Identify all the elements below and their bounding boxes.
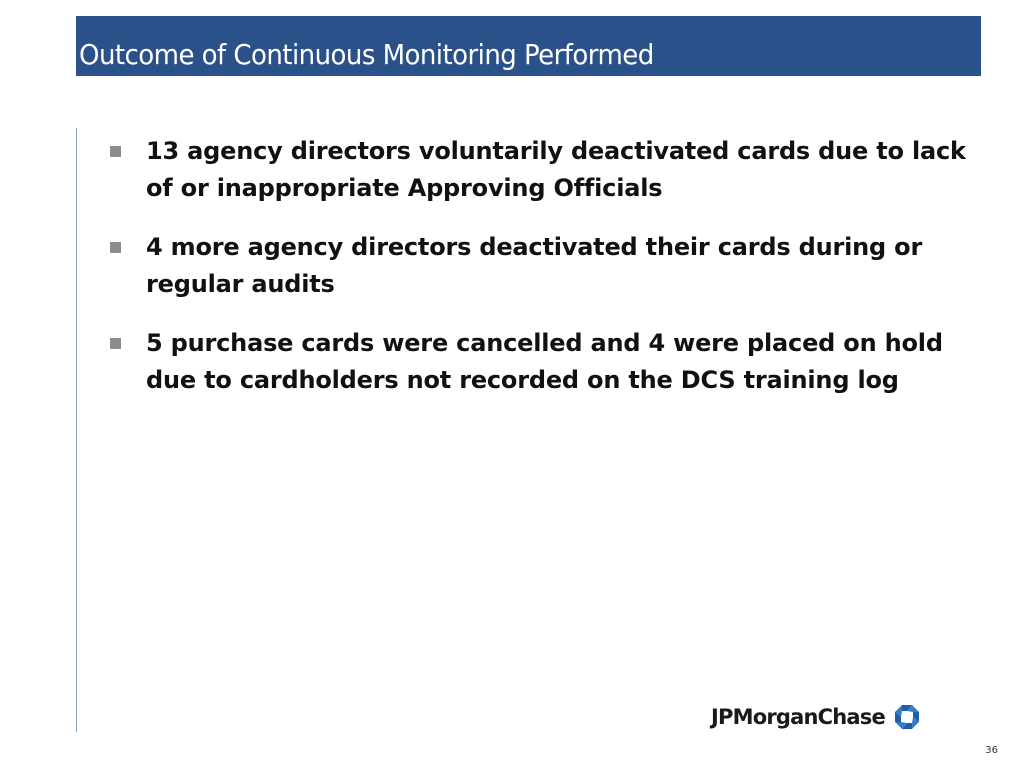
bullet-item xyxy=(108,325,988,399)
bullet-list xyxy=(108,133,988,421)
chase-octagon-icon xyxy=(893,703,921,731)
bullet-text: 4 more agency directors deactivated their cards during or regular audits xyxy=(146,233,923,298)
bullet-item xyxy=(108,229,988,303)
square-bullet-icon xyxy=(110,242,121,253)
bullet-text: 5 purchase cards were cancelled and 4 were placed on hold due to cardholders not recorded on the DCS training log xyxy=(146,329,943,394)
bullet-item xyxy=(108,133,988,207)
left-divider xyxy=(76,128,77,732)
bullet-text: 13 agency directors voluntarily deactivated cards due to lack of or inappropriate Approving Officials xyxy=(146,137,966,202)
square-bullet-icon xyxy=(110,146,121,157)
square-bullet-icon xyxy=(110,338,121,349)
title-bar xyxy=(76,16,981,76)
slide-title: Outcome of Continuous Monitoring Performed xyxy=(79,38,654,71)
page-number: 36 xyxy=(985,745,998,756)
logo-wordmark: JPMorganChase xyxy=(711,705,885,729)
jpmorganchase-logo xyxy=(711,700,921,734)
